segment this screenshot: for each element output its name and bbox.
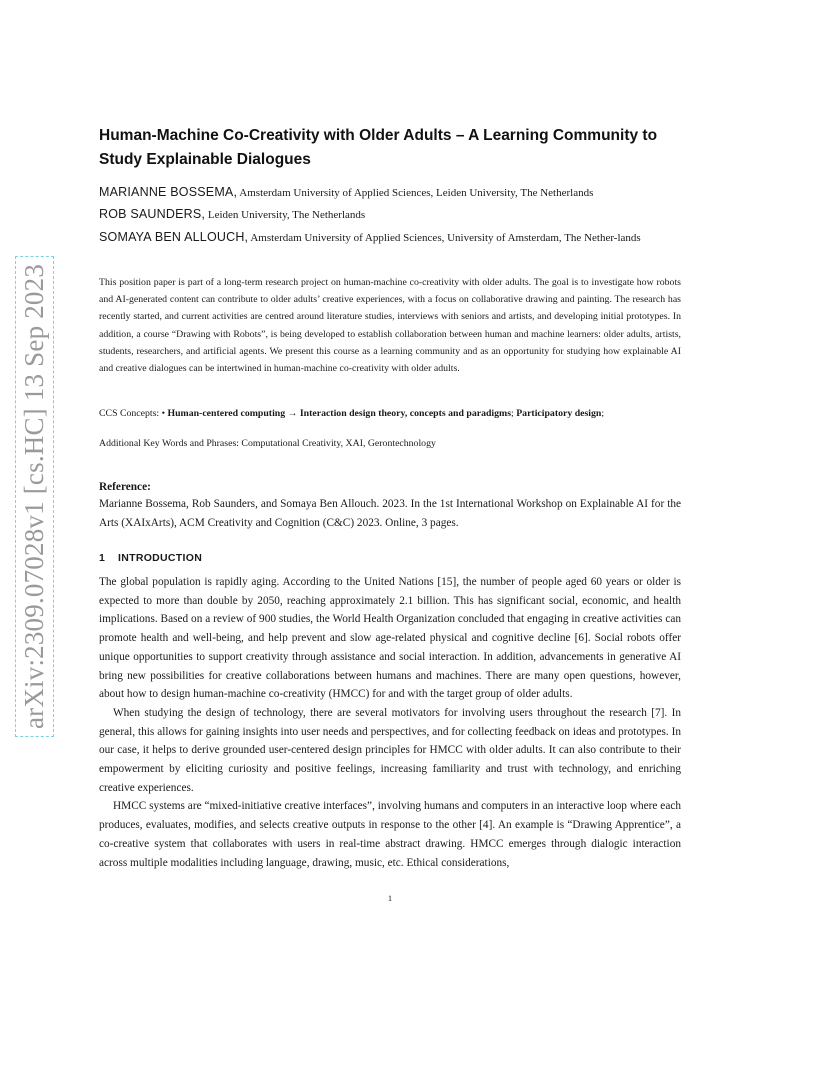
paper-title: Human-Machine Co-Creativity with Older Adults – A Learning Community to Study Explainable Dialogues — [99, 127, 658, 168]
author-name: ROB SAUNDERS, — [99, 207, 206, 221]
ccs-end: ; — [601, 408, 605, 419]
author-name: SOMAYA BEN ALLOUCH, — [99, 230, 249, 244]
section-title: INTRODUCTION — [118, 552, 203, 564]
author-line — [99, 226, 681, 249]
ccs-concept: Human-centered computing — [167, 408, 286, 419]
ccs-arrow: → — [285, 408, 300, 419]
arxiv-identifier: arXiv:2309.07028v1 [cs.HC] 13 Sep 2023 — [20, 259, 51, 732]
author-affiliation: Amsterdam University of Applied Sciences, Leiden University, The Netherlands — [237, 187, 594, 199]
author-line — [99, 181, 681, 204]
abstract: This position paper is part of a long-term research project on human-machine co-creativity with older adults. The goal is to investigate how robots and AI-generated content can contribute to older adults’ creative experiences, with a focus on collaborative drawing and painting. The research has recently started, and current activities are centred around literature studies, interviews with seniors and artists, and developing initial prototypes. In addition, a course “Drawing with Robots”, is being developed to establish collaboration between human and machine learners: older adults, artists, students, researchers, and artificial agents. We present this course as a learning community and as an opportunity for studying how explainable AI and creative dialogues can be intertwined in human-machine co-creativity with older adults. — [99, 277, 681, 375]
reference-text: Marianne Bossema, Rob Saunders, and Somaya Ben Allouch. 2023. In the 1st International Workshop on Explainable AI for the Arts (XAIxArts), ACM Creativity and Cognition (C&C) 2023. Online, 3 pages. — [99, 498, 681, 529]
section-heading — [99, 550, 202, 567]
author-line — [99, 203, 681, 226]
section-body — [99, 573, 681, 872]
body-paragraph: The global population is rapidly aging. According to the United Nations [15], the number of people aged 60 years or older is expected to more than double by 2050, reaching approximately 2.1 billion. This has significant social, economic, and health implications. Based on a review of 900 studies, the World Health Organization concluded that engaging in creative activities can promote health and well-being, and help prevent and slow age-related physical and cognitive decline [6]. Social robots offer unique opportunities to support creativity through assistance and social interaction. In addition, advancements in generative AI bring new possibilities for creative collaborations between humans and machines. There are many open questions, however, about how to design human-machine co-creativity (HMCC) for and with the target group of older adults. — [99, 576, 681, 701]
body-paragraph: HMCC systems are “mixed-initiative creative interfaces”, involving humans and computers in an interactive loop where each produces, evaluates, modifies, and selects creative outputs in response to the other [4]. An example is “Drawing Apprentice”, a co-creative system that collaborates with users in real-time abstract drawing. HMCC emerges through dialogic interaction across multiple modalities including language, drawing, music, etc. Ethical considerations, — [99, 800, 681, 869]
arxiv-sidebar — [14, 256, 56, 736]
author-affiliation: Amsterdam University of Applied Sciences, University of Amsterdam, The Nether-lands — [248, 232, 641, 244]
ccs-separator: ; — [511, 408, 517, 419]
page-number: 1 — [387, 893, 393, 903]
ccs-concepts — [99, 405, 689, 422]
ccs-concept: Participatory design — [516, 408, 602, 419]
ccs-label: CCS Concepts: • — [99, 408, 168, 419]
author-name: MARIANNE BOSSEMA, — [99, 185, 238, 199]
reference-heading: Reference: — [99, 481, 151, 493]
ccs-concept: Interaction design theory, concepts and paradigms — [299, 408, 512, 419]
author-affiliation: Leiden University, The Netherlands — [205, 209, 366, 221]
section-number: 1 — [99, 552, 106, 564]
body-paragraph: When studying the design of technology, there are several motivators for involving users throughout the research [7]. In general, this allows for gaining insights into user needs and perspectives, and for collecting feedback on ideas and prototypes. In our case, it helps to derive grounded user-centered design principles for HMCC with older adults. It can also contribute to their empowerment by eliciting curiosity and positive feelings, increasing familiarity and trust with technology, and enriching creative experiences. — [99, 706, 681, 794]
keywords: Additional Key Words and Phrases: Computational Creativity, XAI, Gerontechnology — [99, 438, 436, 449]
